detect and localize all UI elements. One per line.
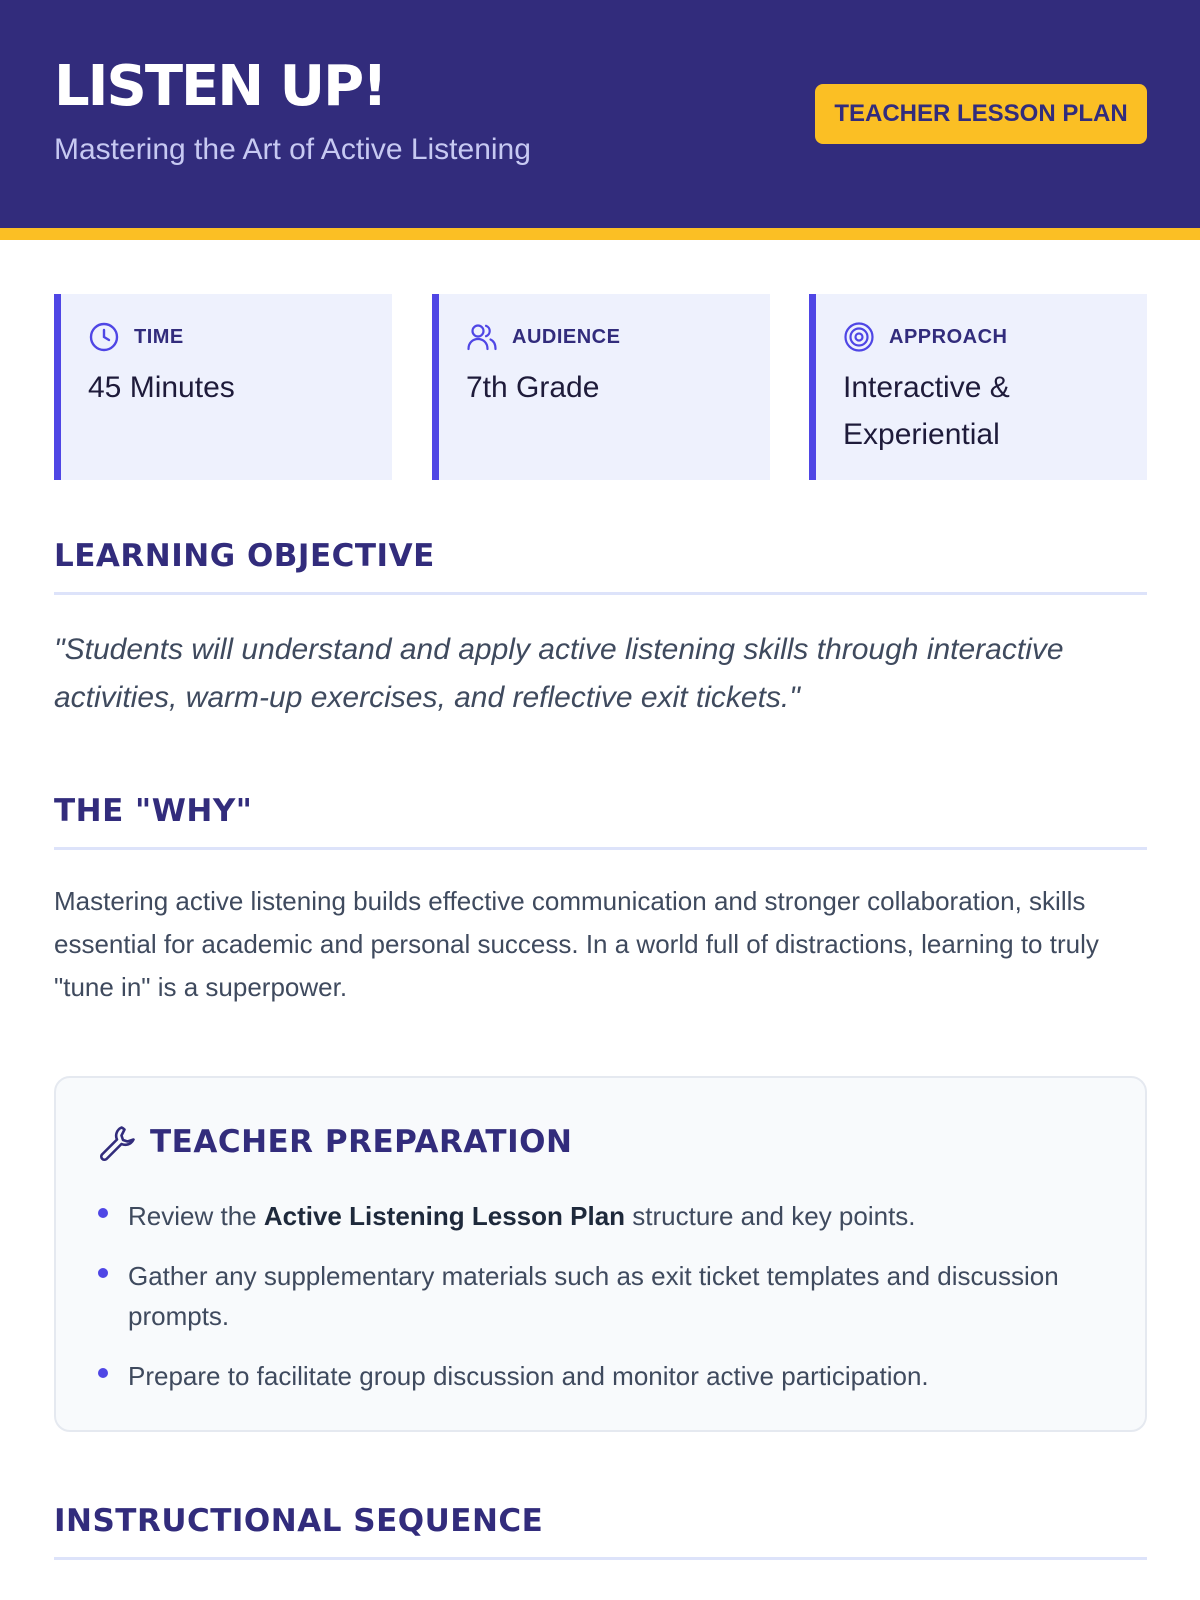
info-card-label: APPROACH xyxy=(889,325,1008,348)
users-icon xyxy=(466,321,498,353)
header-accent-stripe xyxy=(0,228,1200,240)
target-icon xyxy=(843,321,875,353)
page-subtitle: Mastering the Art of Active Listening xyxy=(54,133,531,166)
info-card-value: Interactive & Experiential xyxy=(843,371,1010,451)
preparation-item xyxy=(96,1256,1096,1336)
why-text: Mastering active listening builds effective communication and stronger collaboration, skills essential for academic and personal success. In a world full of distractions, learning to truly "tune in" is a superpower. xyxy=(54,886,1099,1002)
info-card-header xyxy=(88,320,392,354)
preparation-item-text: structure and key points. xyxy=(625,1201,916,1231)
preparation-item-text: Review the xyxy=(128,1201,264,1231)
preparation-item-text: Prepare to facilitate group discussion and monitor active participation. xyxy=(128,1361,929,1391)
info-card-label: AUDIENCE xyxy=(512,325,621,348)
info-card-header xyxy=(843,320,1147,354)
info-card-label: TIME xyxy=(134,325,184,348)
bullet-dot xyxy=(98,1208,108,1218)
clock-icon xyxy=(88,321,120,353)
preparation-item xyxy=(96,1356,1096,1396)
why-heading: THE "WHY" xyxy=(54,793,1147,850)
preparation-item xyxy=(96,1196,1096,1236)
info-card-value: 7th Grade xyxy=(466,371,600,404)
learning-objective-heading: LEARNING OBJECTIVE xyxy=(54,538,1147,595)
teacher-preparation-panel xyxy=(54,1076,1147,1432)
preparation-list xyxy=(96,1196,1096,1416)
preparation-item-text: Gather any supplementary materials such as exit ticket templates and discussion prompts. xyxy=(128,1261,1059,1331)
lesson-plan-badge: TEACHER LESSON PLAN xyxy=(815,84,1147,144)
info-card-audience xyxy=(432,294,770,480)
bullet-dot xyxy=(98,1368,108,1378)
info-card-value: 45 Minutes xyxy=(88,371,235,404)
learning-objective-text: "Students will understand and apply active listening skills through interactive activities, warm-up exercises, and reflective exit tickets." xyxy=(54,633,1064,714)
info-card-approach xyxy=(809,294,1147,480)
page-header xyxy=(0,0,1200,228)
wrench-icon xyxy=(96,1122,136,1162)
info-card-time xyxy=(54,294,392,480)
preparation-heading: TEACHER PREPARATION xyxy=(150,1124,573,1160)
instructional-sequence-heading: INSTRUCTIONAL SEQUENCE xyxy=(54,1503,1147,1560)
bullet-dot xyxy=(98,1268,108,1278)
info-card-header xyxy=(466,320,770,354)
preparation-item-emphasis: Active Listening Lesson Plan xyxy=(263,1201,626,1231)
preparation-header xyxy=(96,1122,572,1162)
page-title: LISTEN UP! xyxy=(54,54,386,119)
